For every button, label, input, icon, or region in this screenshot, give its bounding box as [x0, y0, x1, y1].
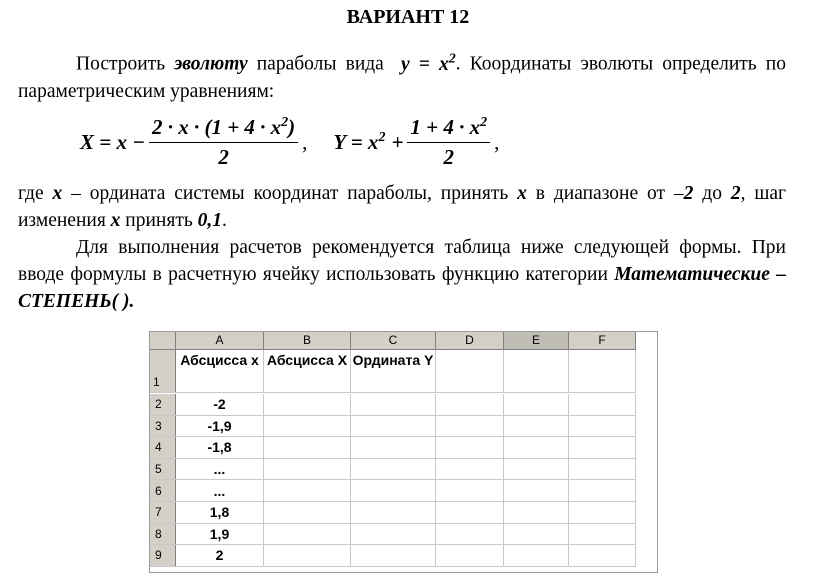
table-cell[interactable] — [504, 416, 569, 437]
table-cell[interactable] — [436, 416, 504, 437]
row-header[interactable]: 8 — [150, 524, 176, 545]
spreadsheet-table — [149, 331, 658, 573]
function-category: Математические – СТЕПЕНЬ( ). — [18, 264, 787, 312]
variant-title: ВАРИАНТ 12 — [346, 6, 470, 28]
table-cell[interactable] — [504, 524, 569, 545]
table-cell[interactable] — [351, 480, 436, 501]
column-header-a[interactable]: A — [176, 332, 264, 349]
table-cell[interactable] — [436, 480, 504, 501]
x-formula-denominator: 2 — [218, 144, 229, 169]
table-cell[interactable] — [264, 437, 351, 458]
table-row — [150, 502, 636, 524]
column-header-f[interactable]: F — [569, 332, 636, 349]
var-x: x — [110, 210, 121, 231]
y-formula-numerator — [407, 115, 490, 143]
row-header[interactable]: 6 — [150, 480, 176, 501]
range-paragraph — [18, 180, 786, 234]
table-cell[interactable] — [569, 459, 636, 480]
row-header[interactable]: 9 — [150, 545, 176, 566]
y-formula-lhs — [333, 130, 385, 155]
text-run: до — [693, 183, 731, 204]
range-start: 2 — [683, 183, 694, 204]
table-cell[interactable]: -1,9 — [176, 416, 264, 437]
table-cell[interactable] — [569, 416, 636, 437]
term-evolute: эволюту — [174, 53, 248, 75]
column-header-e[interactable]: E — [504, 332, 569, 349]
cell-f1[interactable] — [569, 350, 636, 392]
text-run: в диапазоне от – — [526, 183, 684, 204]
table-cell[interactable] — [264, 524, 351, 545]
table-cell[interactable] — [504, 545, 569, 566]
table-cell[interactable] — [264, 459, 351, 480]
cell-d1[interactable] — [436, 350, 504, 392]
table-cell[interactable] — [504, 437, 569, 458]
y-lhs-text: Y = x — [333, 129, 379, 154]
table-cell[interactable] — [351, 394, 436, 415]
numerator-exponent: 2 — [281, 114, 289, 130]
parametric-equations — [80, 106, 499, 178]
table-cell[interactable] — [351, 524, 436, 545]
table-cell[interactable] — [569, 480, 636, 501]
text-run: – ордината системы координат параболы, принять — [62, 183, 518, 204]
column-header-d[interactable]: D — [436, 332, 504, 349]
table-cell[interactable] — [569, 524, 636, 545]
task-paragraph — [18, 45, 786, 105]
numerator-text: 1 + 4 · x — [410, 114, 481, 139]
column-header-row — [150, 332, 636, 350]
text-run: где — [18, 183, 53, 204]
table-cell[interactable] — [504, 459, 569, 480]
table-cell[interactable]: -1,8 — [176, 437, 264, 458]
row-header[interactable]: 5 — [150, 459, 176, 480]
table-cell[interactable] — [264, 480, 351, 501]
table-cell[interactable]: 1,9 — [176, 524, 264, 545]
row-header[interactable]: 1 — [150, 350, 176, 392]
table-row-1 — [150, 350, 636, 393]
y-formula-fraction — [407, 115, 490, 170]
table-row — [150, 545, 636, 567]
text-run: . Координаты эволюты определить по параметрическим уравнениям: — [18, 53, 786, 102]
table-cell[interactable]: ... — [176, 480, 264, 501]
x-formula-numerator — [149, 115, 298, 143]
column-header-c[interactable]: C — [351, 332, 436, 349]
table-cell[interactable] — [351, 459, 436, 480]
table-cell[interactable] — [264, 416, 351, 437]
table-row — [150, 524, 636, 546]
formula-end: , — [494, 129, 500, 154]
table-cell[interactable] — [504, 394, 569, 415]
table-cell[interactable] — [436, 459, 504, 480]
numerator-close: ) — [288, 114, 296, 139]
formula-base: y = x — [400, 53, 449, 75]
table-cell[interactable] — [504, 502, 569, 523]
table-cell[interactable] — [351, 416, 436, 437]
table-cell[interactable] — [436, 502, 504, 523]
table-cell[interactable]: 2 — [176, 545, 264, 566]
formula-separator: , — [302, 129, 308, 154]
cell-e1[interactable] — [504, 350, 569, 392]
table-cell[interactable] — [569, 394, 636, 415]
table-cell[interactable] — [569, 545, 636, 566]
table-cell[interactable] — [351, 502, 436, 523]
formula-exponent: 2 — [448, 51, 456, 66]
table-cell[interactable] — [436, 545, 504, 566]
text-run: Построить — [76, 53, 175, 75]
table-cell[interactable]: -2 — [176, 394, 264, 415]
table-cell[interactable] — [569, 502, 636, 523]
table-row — [150, 480, 636, 502]
text-run: . — [222, 210, 227, 231]
table-cell[interactable] — [351, 437, 436, 458]
instructions-paragraph — [18, 234, 786, 315]
range-end: 2 — [730, 183, 741, 204]
table-cell[interactable] — [436, 437, 504, 458]
text-run: принять — [120, 210, 198, 231]
table-cell[interactable]: ... — [176, 459, 264, 480]
table-row — [150, 394, 636, 416]
cell-a1[interactable]: Абсцисса x — [176, 350, 264, 392]
text-run: , шаг изменения — [18, 183, 787, 231]
row-header[interactable]: 7 — [150, 502, 176, 523]
row-header[interactable]: 4 — [150, 437, 176, 458]
table-cell[interactable] — [264, 545, 351, 566]
table-row — [150, 437, 636, 459]
text-run: параболы вида — [247, 53, 393, 75]
parabola-formula — [400, 51, 456, 75]
y-formula-denominator: 2 — [443, 144, 455, 169]
numerator-exponent: 2 — [480, 114, 488, 130]
var-x: x — [52, 183, 63, 204]
cell-b1[interactable]: Абсцисса X — [264, 350, 351, 392]
table-cell[interactable] — [504, 480, 569, 501]
select-all-corner[interactable] — [150, 332, 176, 349]
var-x: x — [517, 183, 527, 204]
numerator-text: 2 · x · (1 + 4 · x — [151, 114, 282, 139]
text-run: Для выполнения расчетов рекомендуется таблица ниже следующей формы. При вводе формулы в расчетную ячейку использовать функцию категории — [18, 237, 786, 285]
table-cell[interactable] — [436, 394, 504, 415]
plus-sign: + — [391, 129, 404, 154]
table-row — [150, 459, 636, 481]
x-formula-fraction — [149, 115, 298, 170]
table-cell[interactable] — [569, 437, 636, 458]
step-value: 0,1 — [197, 210, 222, 231]
column-header-b[interactable]: B — [264, 332, 351, 349]
table-row — [150, 416, 636, 438]
table-cell[interactable] — [264, 394, 351, 415]
row-header[interactable]: 3 — [150, 416, 176, 437]
x-formula-lhs: X = x − — [80, 129, 145, 154]
table-cell[interactable] — [264, 502, 351, 523]
table-cell[interactable]: 1,8 — [176, 502, 264, 523]
y-lhs-exponent: 2 — [378, 129, 386, 145]
cell-c1[interactable]: Ордината Y — [351, 350, 436, 392]
table-cell[interactable] — [436, 524, 504, 545]
table-cell[interactable] — [351, 545, 436, 566]
row-header[interactable]: 2 — [150, 394, 176, 415]
